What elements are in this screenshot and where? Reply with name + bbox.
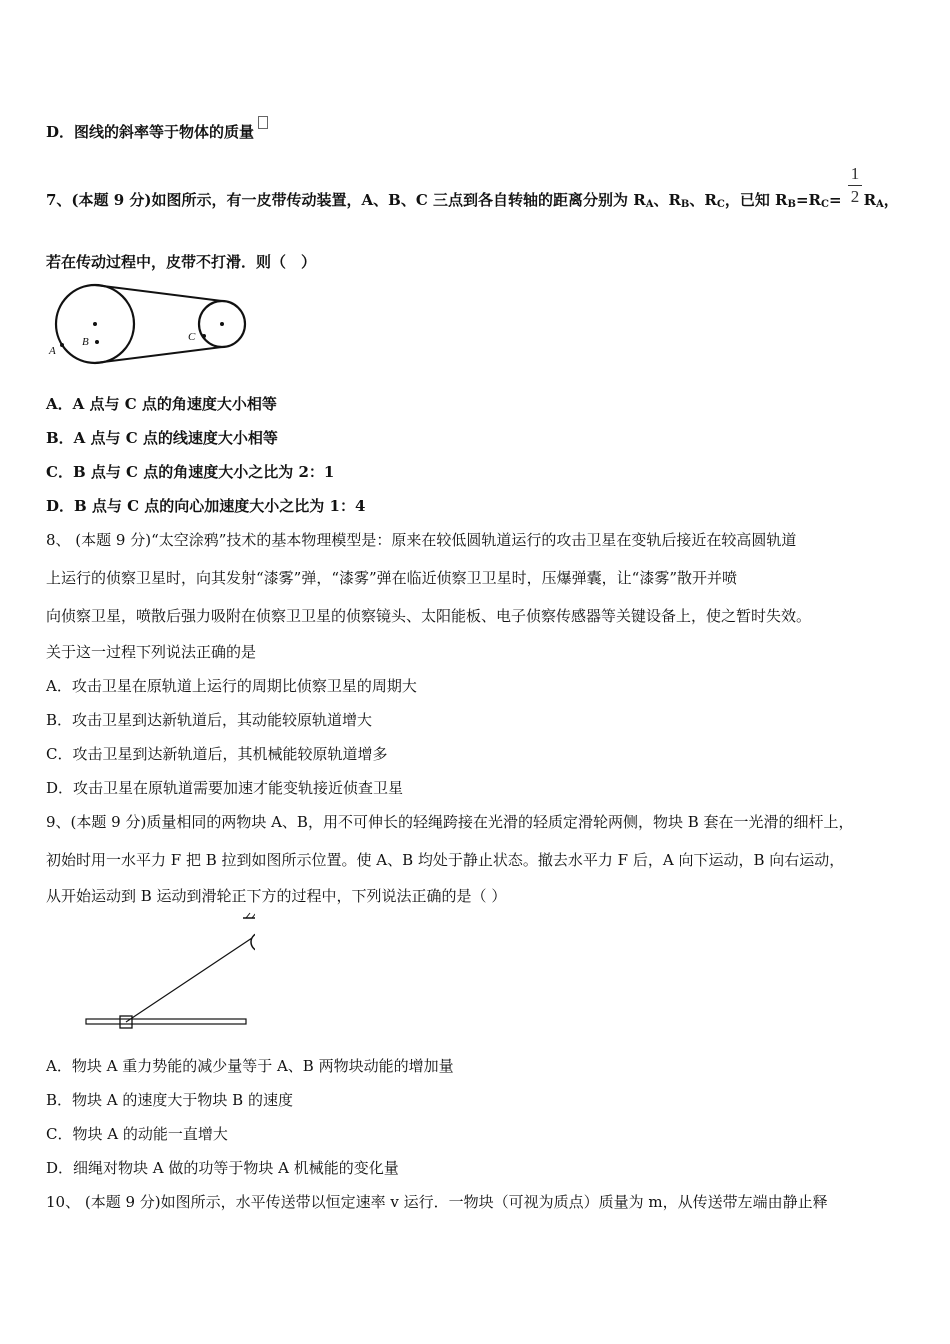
- q7-option-c: C．B 点与 C 点的角速度大小之比为 2：1: [46, 463, 335, 481]
- q8-option-b: B．攻击卫星到达新轨道后，其动能较原轨道增大: [46, 711, 373, 729]
- point-a: [60, 343, 64, 347]
- q8-stem-line1: 8、 (本题 9 分)“太空涂鸦”技术的基本物理模型是：原来在较低圆轨道运行的攻击卫星在变轨后接近在较高圆轨道: [46, 531, 797, 549]
- q9-option-a: A．物块 A 重力势能的减少量等于 A、B 两物块动能的增加量: [46, 1057, 454, 1075]
- belt-bottom: [95, 347, 222, 363]
- label-c: C: [188, 331, 196, 343]
- q9-option-b: B．物块 A 的速度大于物块 B 的速度: [46, 1091, 293, 1109]
- point-b: [95, 340, 99, 344]
- q6-option-d-text: D．图线的斜率等于物体的质量: [46, 123, 255, 141]
- q8-stem-line3: 向侦察卫星，喷散后强力吸附在侦察卫卫星的侦察镜头、太阳能板、电子侦察传感器等关键设备上，使之暂时失效。: [46, 607, 812, 625]
- q8-stem-line2: 上运行的侦察卫星时，向其发射“漆雾”弹，“漆雾”弹在临近侦察卫卫星时，压爆弹囊，让“漆雾”散开并喷: [46, 569, 738, 587]
- pulley-rod-figure: [80, 912, 255, 1036]
- q9-option-c: C．物块 A 的动能一直增大: [46, 1125, 228, 1143]
- point-c: [202, 334, 206, 338]
- q9-option-d: D．细绳对物块 A 做的功等于物块 A 机械能的变化量: [46, 1159, 399, 1177]
- rope-to-b: [126, 938, 252, 1022]
- fraction-one-half: 1 2: [846, 164, 864, 207]
- q7-option-a: A．A 点与 C 点的角速度大小相等: [46, 395, 277, 413]
- missing-glyph-icon: [258, 116, 268, 129]
- q7-option-b: B．A 点与 C 点的线速度大小相等: [46, 429, 278, 447]
- large-wheel-axis: [93, 322, 97, 326]
- q8-option-d: D．攻击卫星在原轨道需要加速才能变轨接近侦查卫星: [46, 779, 404, 797]
- q9-stem-line3: 从开始运动到 B 运动到滑轮正下方的过程中，下列说法正确的是（ ）: [46, 887, 507, 905]
- q6-option-d: [46, 116, 268, 142]
- q8-option-a: A．攻击卫星在原轨道上运行的周期比侦察卫星的周期大: [46, 677, 417, 695]
- q7-option-d: D．B 点与 C 点的向心加速度大小之比为 1：4: [46, 497, 366, 515]
- q7-stem: 7、(本题 9 分)如图所示，有一皮带传动装置，A、B、C 三点到各自转轴的距离分别为 $R_A$、$R_B$、$R_C$，已知 $R_B=R_C= R_A$，: [46, 191, 899, 210]
- belt-top: [95, 285, 222, 301]
- q9-stem-line2: 初始时用一水平力 F 把 B 拉到如图所示位置。使 A、B 均处于静止状态。撤去水平力 F 后，A 向下运动，B 向右运动，: [46, 851, 845, 869]
- pulley: [251, 933, 255, 951]
- q10-stem-line1: 10、 (本题 9 分)如图所示，水平传送带以恒定速率 v 运行．一物块（可视为质点）质量为 m，从传送带左端由静止释: [46, 1193, 828, 1211]
- label-a: A: [49, 345, 56, 357]
- q8-option-c: C．攻击卫星到达新轨道后，其机械能较原轨道增多: [46, 745, 388, 763]
- horizontal-rod: [86, 1019, 246, 1024]
- q8-stem-line4: 关于这一过程下列说法正确的是: [46, 643, 257, 661]
- belt-drive-figure: [44, 280, 254, 370]
- small-wheel-axis: [220, 322, 224, 326]
- q9-stem-line1: 9、(本题 9 分)质量相同的两物块 A、B，用不可伸长的轻绳跨接在光滑的轻质定滑轮两侧，物块 B 套在一光滑的细杆上，: [46, 813, 854, 831]
- label-b: B: [82, 336, 89, 348]
- q7-stem-line2: 若在传动过程中，皮带不打滑．则（ ）: [46, 253, 317, 271]
